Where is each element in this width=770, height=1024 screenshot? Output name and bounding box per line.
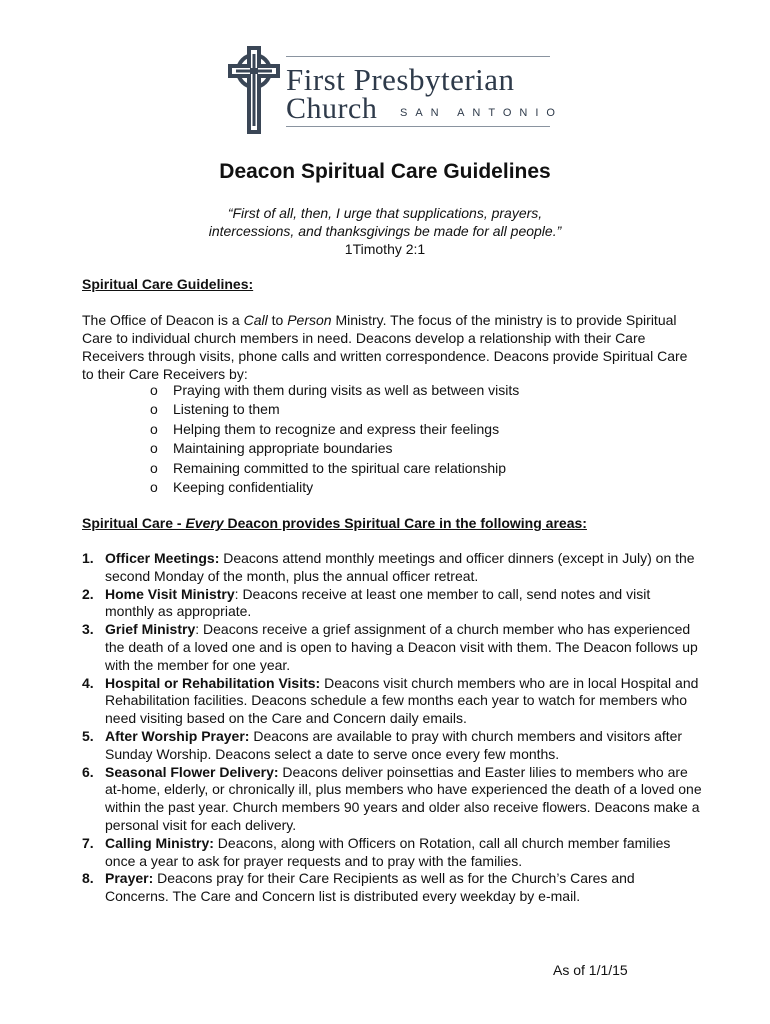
- item-label: After Worship Prayer:: [105, 727, 250, 744]
- item-label: Grief Ministry: [105, 621, 196, 638]
- church-logo: [226, 44, 563, 136]
- bullet-text: Listening to them: [173, 401, 280, 418]
- document-title: Deacon Spiritual Care Guidelines: [219, 160, 551, 183]
- list-item: [82, 764, 702, 835]
- scripture-citation: 1Timothy 2:1: [344, 241, 426, 257]
- logo-top-rule: [286, 56, 550, 57]
- bullet-marker: o: [150, 382, 158, 398]
- footer-date: As of 1/1/15: [553, 962, 628, 978]
- bullet-marker: o: [150, 440, 158, 457]
- item-label: Hospital or Rehabilitation Visits:: [105, 674, 321, 691]
- logo-name-line2: Church: [286, 92, 378, 125]
- item-text: Deacons deliver poinsettias and Easter lilies to members who are at-home, elderly, or chronically ill, plus members who have experienced the death of a loved one within the past year. Church members 90 years and older also receive flowers. Deacons make a personal visit for each delivery.: [105, 763, 702, 833]
- item-text: Deacons visit church members who are in local Hospital and Rehabilitation facilities. Deacons schedule a few months each year to watch for members who need visiting based on the Care and Concern daily emails.: [105, 674, 699, 727]
- item-number: 2.: [82, 585, 94, 602]
- item-text: : Deacons receive a grief assignment of a church member who has experienced the death of a loved one and is open to having a Deacon visit with them. The Deacon follows up with the member for one year.: [105, 621, 698, 673]
- item-text: Deacons, along with Officers on Rotation, call all church member families once a year to ask for prayer requests and to pray with the families.: [105, 834, 671, 869]
- item-number: 7.: [82, 834, 94, 851]
- list-item: [82, 675, 702, 728]
- item-text: Deacons pray for their Care Recipients as well as for the Church’s Cares and Concerns. The Care and Concern list is distributed every weekday by e-mail.: [105, 870, 635, 905]
- quote-line-2: intercessions, and thanksgivings be made for all people.”: [208, 223, 562, 239]
- item-number: 3.: [82, 621, 94, 638]
- quote-line-1: “First of all, then, I urge that supplications, prayers,: [227, 205, 543, 221]
- heading-every: Every: [185, 515, 224, 531]
- item-text: : Deacons receive at least one member to call, send notes and visit monthly as appropriate.: [105, 585, 651, 620]
- heading-part-2: Deacon provides Spiritual Care in the following areas:: [223, 515, 587, 531]
- item-text: Deacons are available to pray with church members and visitors after Sunday Worship. Deacons select a date to serve once every few months.: [105, 727, 683, 762]
- item-number: 4.: [82, 674, 94, 691]
- care-areas-list: [82, 550, 702, 906]
- bullet-marker: o: [150, 401, 158, 418]
- intro-text-2: to: [267, 312, 288, 328]
- intro-text-1: The Office of Deacon is a: [82, 312, 244, 328]
- section-heading-guidelines: Spiritual Care Guidelines:: [82, 276, 254, 292]
- bullet-text: Maintaining appropriate boundaries: [173, 440, 393, 457]
- item-label: Calling Ministry:: [105, 834, 214, 851]
- item-label: Home Visit Ministry: [105, 585, 235, 602]
- logo-name-line1: First Presbyterian: [286, 62, 515, 97]
- list-item: [82, 586, 702, 622]
- list-item: [82, 835, 702, 871]
- list-item: [82, 870, 702, 906]
- bullet-marker: o: [150, 420, 158, 437]
- item-text: Deacons attend monthly meetings and officer dinners (except in July) on the second Monday of the month, plus the annual officer retreat.: [105, 550, 695, 584]
- list-item: [150, 478, 519, 497]
- list-item: [150, 381, 519, 400]
- bullet-marker: o: [150, 479, 158, 496]
- list-item: [150, 459, 519, 478]
- list-item: [82, 728, 702, 764]
- list-item: [82, 621, 702, 674]
- scripture-quote: [0, 204, 770, 240]
- list-item: [150, 420, 519, 439]
- bullet-text: Remaining committed to the spiritual care relationship: [173, 459, 507, 476]
- bullet-text: Praying with them during visits as well as between visits: [173, 382, 520, 398]
- bullet-text: Keeping confidentiality: [173, 479, 314, 496]
- list-item: [150, 400, 519, 419]
- logo-bottom-rule: [286, 126, 550, 127]
- bullet-text: Helping them to recognize and express their feelings: [173, 420, 500, 437]
- item-number: 1.: [82, 550, 94, 566]
- celtic-cross-icon: [226, 44, 282, 136]
- intro-paragraph: [82, 311, 702, 383]
- intro-text-3: Ministry. The focus of the ministry is to provide Spiritual Care to individual church members in need. Deacons develop a relationship with their Care Receivers through visits, phone calls and written correspondence. Deacons provide Spiritual Care to their Care Receivers by:: [82, 312, 688, 382]
- item-label: Prayer:: [105, 870, 154, 887]
- item-label: Seasonal Flower Delivery:: [105, 763, 279, 780]
- care-bullet-list: [150, 381, 519, 497]
- section-heading-areas: [82, 515, 587, 531]
- item-number: 6.: [82, 763, 94, 780]
- item-number: 5.: [82, 727, 94, 744]
- list-item: [150, 439, 519, 458]
- heading-part-1: Spiritual Care -: [82, 515, 186, 531]
- intro-person: Person: [287, 312, 332, 328]
- bullet-marker: o: [150, 459, 158, 476]
- list-item: [82, 550, 702, 586]
- item-label: Officer Meetings:: [105, 550, 220, 566]
- item-number: 8.: [82, 870, 94, 887]
- logo-city: SAN ANTONIO: [400, 107, 563, 119]
- intro-call: Call: [243, 312, 268, 328]
